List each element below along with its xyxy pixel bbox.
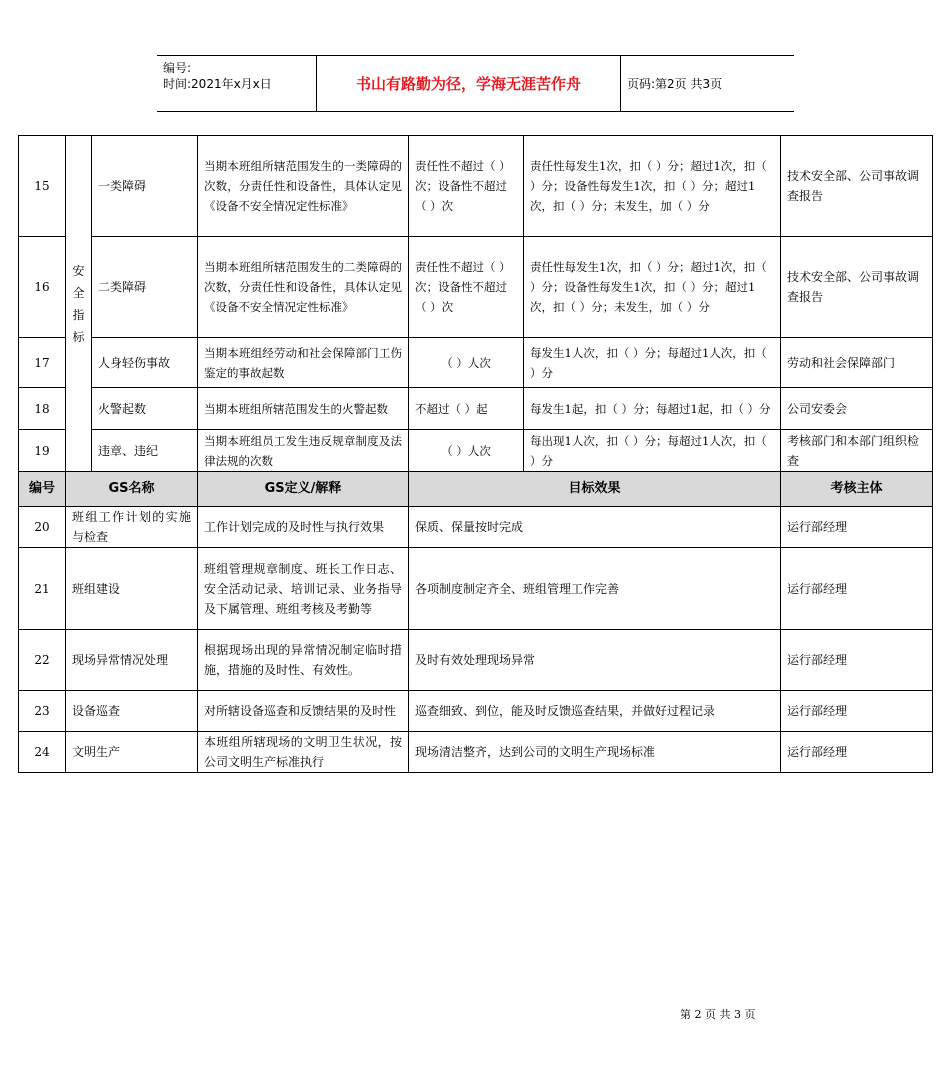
- gs-effect: 现场清洁整齐，达到公司的文明生产现场标准: [409, 732, 781, 773]
- gs-header-definition: GS定义/解释: [198, 472, 409, 507]
- gs-effect: 保质、保量按时完成: [409, 507, 781, 548]
- gs-definition: 工作计划完成的及时性与执行效果: [198, 507, 409, 548]
- indicator-source: 劳动和社会保障部门: [781, 338, 933, 388]
- gs-assessor: 运行部经理: [781, 691, 933, 732]
- indicator-scoring: 每发生1起，扣（ ）分；每超过1起，扣（ ）分: [524, 388, 781, 430]
- page-footer: 第 2 页 共 3 页: [680, 1008, 756, 1021]
- indicator-scoring: 每发生1人次，扣（ ）分；每超过1人次，扣（ ）分: [524, 338, 781, 388]
- row-number: 17: [19, 338, 66, 388]
- page-header: [157, 55, 794, 112]
- indicator-name: 一类障碍: [92, 136, 198, 237]
- table-row: [19, 507, 933, 548]
- gs-name: 现场异常情况处理: [66, 630, 198, 691]
- indicator-target: 责任性不超过（ ）次；设备性不超过（ ）次: [409, 237, 524, 338]
- indicator-source: 公司安委会: [781, 388, 933, 430]
- table-row: [19, 430, 933, 472]
- gs-definition: 班组管理规章制度、班长工作日志、安全活动记录、培训记录、业务指导及下属管理、班组考核及考勤等: [198, 548, 409, 630]
- table-row: [19, 388, 933, 430]
- indicator-scoring: 每出现1人次，扣（ ）分；每超过1人次，扣（ ）分: [524, 430, 781, 472]
- gs-assessor: 运行部经理: [781, 548, 933, 630]
- gs-name: 班组建设: [66, 548, 198, 630]
- row-number: 23: [19, 691, 66, 732]
- indicator-target: （ ）人次: [409, 430, 524, 472]
- row-number: 24: [19, 732, 66, 773]
- row-number: 20: [19, 507, 66, 548]
- gs-assessor: 运行部经理: [781, 630, 933, 691]
- indicator-definition: 当期本班组所辖范围发生的二类障碍的次数，分责任性和设备性，具体认定见《设备不安全情况定性标准》: [198, 237, 409, 338]
- indicator-target: 不超过（ ）起: [409, 388, 524, 430]
- indicator-source: 技术安全部、公司事故调查报告: [781, 136, 933, 237]
- indicator-scoring: 责任性每发生1次，扣（ ）分；超过1次，扣（ ）分；设备性每发生1次，扣（ ）分；超过1次，扣（ ）分；未发生，加（ ）分: [524, 136, 781, 237]
- row-number: 19: [19, 430, 66, 472]
- table-row: [19, 136, 933, 237]
- header-meta: [163, 60, 272, 92]
- gs-definition: 根据现场出现的异常情况制定临时措施，措施的及时性、有效性。: [198, 630, 409, 691]
- row-number: 21: [19, 548, 66, 630]
- header-divider: [620, 56, 621, 111]
- gs-header-row: [19, 472, 933, 507]
- indicator-name: 违章、违纪: [92, 430, 198, 472]
- table-row: [19, 630, 933, 691]
- gs-header-effect: 目标效果: [409, 472, 781, 507]
- indicator-scoring: 责任性每发生1次，扣（ ）分；超过1次，扣（ ）分；设备性每发生1次，扣（ ）分；超过1次，扣（ ）分；未发生，加（ ）分: [524, 237, 781, 338]
- row-number: 16: [19, 237, 66, 338]
- document-time-label: 时间:2021年x月x日: [163, 77, 272, 91]
- gs-definition: 本班组所辖现场的文明卫生状况，按公司文明生产标准执行: [198, 732, 409, 773]
- gs-effect: 各项制度制定齐全、班组管理工作完善: [409, 548, 781, 630]
- row-number: 22: [19, 630, 66, 691]
- table-row: [19, 338, 933, 388]
- gs-assessor: 运行部经理: [781, 732, 933, 773]
- indicator-definition: 当期本班组经劳动和社会保障部门工伤鉴定的事故起数: [198, 338, 409, 388]
- indicator-target: （ ）人次: [409, 338, 524, 388]
- gs-header-assessor: 考核主体: [781, 472, 933, 507]
- header-motto: 书山有路勤为径，学海无涯苦作舟: [355, 75, 581, 93]
- indicator-source: 考核部门和本部门组织检查: [781, 430, 933, 472]
- indicator-definition: 当期本班组所辖范围发生的火警起数: [198, 388, 409, 430]
- indicator-target: 责任性不超过（ ）次；设备性不超过（ ）次: [409, 136, 524, 237]
- table-row: [19, 691, 933, 732]
- indicator-name: 人身轻伤事故: [92, 338, 198, 388]
- category-label: 安全指标: [72, 263, 85, 344]
- gs-header-name: GS名称: [66, 472, 198, 507]
- document-number-label: 编号:: [163, 61, 192, 75]
- row-number: 18: [19, 388, 66, 430]
- assessment-table: [18, 135, 933, 773]
- indicator-name: 火警起数: [92, 388, 198, 430]
- indicator-name: 二类障碍: [92, 237, 198, 338]
- gs-effect: 巡查细致、到位，能及时反馈巡查结果，并做好过程记录: [409, 691, 781, 732]
- indicator-definition: 当期本班组所辖范围发生的一类障碍的次数，分责任性和设备性，具体认定见《设备不安全情况定性标准》: [198, 136, 409, 237]
- gs-assessor: 运行部经理: [781, 507, 933, 548]
- gs-name: 班组工作计划的实施与检查: [66, 507, 198, 548]
- gs-name: 设备巡查: [66, 691, 198, 732]
- table-row: [19, 237, 933, 338]
- indicator-source: 技术安全部、公司事故调查报告: [781, 237, 933, 338]
- table-row: [19, 732, 933, 773]
- header-page-label: 页码:第2页 共3页: [627, 77, 723, 91]
- category-safety: [66, 136, 92, 472]
- gs-header-no: 编号: [19, 472, 66, 507]
- row-number: 15: [19, 136, 66, 237]
- indicator-definition: 当期本班组员工发生违反规章制度及法律法规的次数: [198, 430, 409, 472]
- gs-name: 文明生产: [66, 732, 198, 773]
- gs-effect: 及时有效处理现场异常: [409, 630, 781, 691]
- gs-definition: 对所辖设备巡查和反馈结果的及时性: [198, 691, 409, 732]
- table-row: [19, 548, 933, 630]
